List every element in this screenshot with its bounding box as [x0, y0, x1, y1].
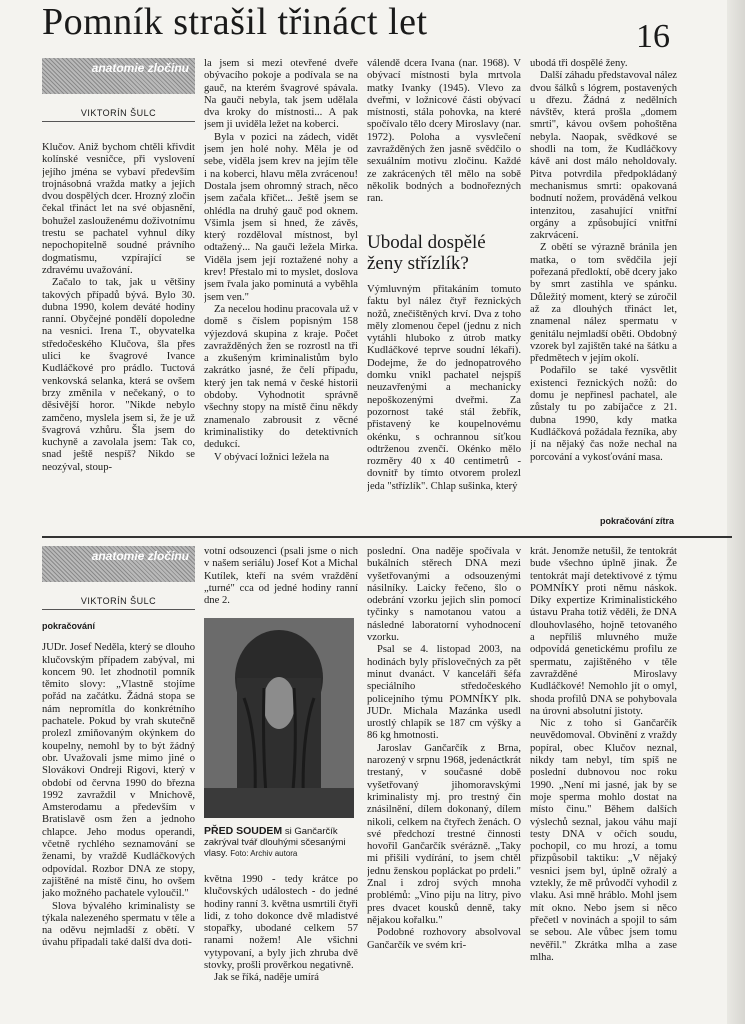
author-byline-top: VIKTORÍN ŠULC	[42, 108, 195, 122]
headline: Pomník strašil třináct let	[42, 1, 428, 43]
bottom-column-1	[42, 620, 195, 1022]
paragraph: Klučov. Aniž bychom chtěli křivdit kolínské vesničce, při vyslovení jejího jména se vybaví především trojnásobná vražda matky a jejích dvou dospělých dcer. Hrozný zločin čekal třináct let na své objasnění, bohužel zaslouženému doživotnímu trestu se pachatel vyhnul díky nepochopitelně soudné právního dogmatismu, vzpírající se zdravému uvažování.	[42, 142, 195, 276]
paragraph: Další záhadu představoval nález dvou šálků s lógrem, postavených u dřezu. Žádná z nedělních návštěv, která prošla „domem smrti", kávou ovšem pohoštěna nebyla. Naopak, svědkové se shodli na tom, že Kudláčkovy kávě ani dost málo neholdovaly. Pitva potvrdila předpokládaný mechanismus smrti: opakovaná bodnutí nožem, prováděná velkou intenzitou, zasahující vnitřní orgány a způsobující vnitřní zakrvácení.	[530, 70, 677, 242]
top-column-3b	[367, 284, 521, 532]
paragraph: Podobné rozhovory absolvoval Gančarčík ve svém kri-	[367, 927, 521, 951]
paragraph: ubodá tři dospělé ženy.	[530, 58, 628, 69]
paragraph: Za necelou hodinu pracovala už v domě s číslem popisným 158 výjezdová skupina z kraje. Počet zavražděných žen se rozrostl na tři a zkušeným kriminalistům bylo zakrátko jasné, že čelí případu, který jen tak nemá v české historii obdoby. Vyhodnotit správně všechny stopy na místě činu někdy znamenalo zabrousit z věcné kriminalistiky do detektivních dedukcí.	[204, 303, 358, 451]
top-column-3	[367, 58, 521, 228]
top-column-4	[530, 58, 677, 516]
rubric-badge-bottom: anatomie zločinu	[42, 546, 195, 582]
paragraph: Byla v pozici na zádech, vidět jsem jen holé nohy. Měla je od sebe, viděla jsem krev na jejím těle i na koberci, hlavu měla zvrácenou! Dostala jsem ohromný strach, něco jsem začala křičet... Ještě jsem se ohlédla na druhý gauč pod oknem. Všimla jsem si hned, že závěs, který rozděloval místnost, byl odtažený... Na gauči ležela Mirka. Viděla jsem její roztažené nohy a krev! Přestalo mi to myslet, doslova jsem řvala jako pominutá a vyběhla jsem ven."	[204, 131, 358, 303]
top-column-1	[42, 142, 195, 532]
paragraph: Jaroslav Gančarčík z Brna, narozený v srpnu 1968, jedenáctkrát trestaný, v současné době vyšetřovaný jihomoravskými kriminalisty mj. pro trestný čin znásilnění, dílem dokonaný, dílem nikoli, celkem na čtyřech ženách. O své předchozí trestné činnosti hovořil Gančarčík svérázně. „Taky mi přišili vydírání, to jsem chtěl jednu ženskou popláckat po prdeli." Znal i zdroj svých mnoha problémů: „Vino piju na litry, pivo pres dvacet kousků denně, taky nějakou kořalku."	[367, 742, 521, 926]
paragraph: Začalo to tak, jak u většiny takových případů bývá. Bylo 30. dubna 1990, kolem deváté hodiny ranní. Obyčejné pondělí dopoledne na vesnici. Irena T., obyvatelka středočeského Klučova, šla přes ulici ke švagrové Ivance Kudláčkové pro prádlo. Tuctová venkovská selanka, která se ovšem brzy změnila v nečekaný, o to děsivější horor. "Nikde nebylo zamčeno, myslela jsem si, že je už švagrová vzhůru. Šla jsem do kuchyně a zavolala jsem: Tak co, snad ještě nespíš? Nikdo se neozýval, stoup-	[42, 277, 195, 473]
bottom-column-3	[367, 546, 521, 1022]
continuation-label: pokračování	[42, 621, 96, 631]
paragraph: května 1990 - tedy krátce po klučovských událostech - do jedné hodiny ranní 3. května usmrtili čtyři lidi, z toho dokonce dvě mladistvé stopařky, ubodané celkem 57 ranami nožem! Ale všichni vytypovaní, a byly jich zhruba dvě stovky, prošli prověrkou negativně.	[204, 874, 358, 972]
bottom-column-2-bottom	[204, 874, 358, 1022]
bottom-column-2-top	[204, 546, 358, 610]
continued-tomorrow: pokračování zítra	[600, 516, 675, 526]
paragraph: Nic z toho si Gančarčík neuvědomoval. Obvinění z vraždy popíral, obec Klučov neznal, nikdy tam nebyl, tím spíš ne poslední dubnovou noc roku 1990. „Není mi jasné, jak by se moje sperma mohlo dostat na místo činu." Během dalších výslechů seznal, jakou váhu mají testy DNA v očích soudu, pochopil, co mu hrozí, a tomu přizpůsobil taktiku: „V nějaký vesnici jsem byl, úplně ožralý a vztekly, že mě průvodčí vyhodil z vlaku. Asi mně hráblo. Mohl jsem mít okno. Nebo jsem si něco přečetl v novinách a spojil to sám se sebou. Ale vůbec jsem tomu nevěřil." Zkrátka mlha a zase mlha.	[530, 718, 677, 963]
article-divider	[42, 536, 732, 538]
suspect-photo	[204, 618, 354, 818]
paragraph: poslední. Ona naděje spočívala v bukálních stěrech DNA mezi vyšetřovanými a odsouzenými násilníky. Laicky řečeno, šlo o odebrání vzorku jejich slin pomocí tyčinky s namotanou vatou a následné laboratorní vyhodnocení vzorku.	[367, 546, 521, 644]
paragraph: Z obětí se výrazně bránila jen matka, o tom svědčila její pořezaná předloktí, obě dcery jako by smrt zastihla ve spánku. Důležitý moment, který se zúročil až za dlouhých třináct let, znamenal nález spermatu v genitálu nejmladší oběti. Obdobný vzorek byl zajištěn také na šátku a předmětech v jejím okolí.	[530, 242, 677, 365]
paragraph: Psal se 4. listopad 2003, na hodinách byly příslovečných za pět minut dvanáct. V kanceláři šéfa speciálního středočeského policejního týmu POMNÍKY plk. JUDr. Michala Mazánka usedl urostlý chlapík se 187 cm výšky a 86 kg hmotnosti.	[367, 644, 521, 742]
photo-caption	[204, 826, 356, 859]
caption-heading: PŘED SOUDEM	[204, 825, 283, 837]
page-edge	[727, 0, 745, 1024]
subheadline: Ubodal dospělé ženy střízlík?	[367, 232, 486, 274]
paragraph: votní odsouzenci (psali jsme o nich v našem seriálu) Josef Kot a Michal Kutílek, kteří na svém vraždění „turné" cca od jedné hodiny ranní dne 2.	[204, 546, 358, 607]
paragraph: JUDr. Josef Neděla, který se dlouho klučovským případem zabýval, mi koncem 90. let zhodnotil pomník těmito slovy: „Vlastně stojíme pořád na začátku. Žádná stopa se nám nepromítla do konkrétního pachatele. Pokud by vrah skutečně prolezl zmiňovaným okýnkem do koupelny, nemohl by to být žádný obr. Uvažovali jsme mimo jiné o Slovákovi Ondreji Rigovi, který v období od června 1990 do března 1992 zavraždil v Mnichově, Amsterodamu a především v Bratislavě osm žen a jednoho chlapce. Jeho modus operandi, včetně rychlého seznamování se ženami, by vraždě Kudláčkových odpovídal. Rozbor DNA ze stopy, zajištěné na místě činu, ho ovšem jako možného pachatele vyloučil."	[42, 642, 195, 900]
paragraph: Výmluvným přitakáním tomuto faktu byl nález čtyř řeznických nožů, znečištěných krví. Dva z toho měly zlomenou čepel (jednu z nich vytáhli hluboko z útrob matky Kudláčkové teprve soudní lékaři). Dodejme, že do jednopatrového domku vnikl pachatel nejspíš neuzavřenými a mechanicky nepoškozenými dveřmi. Za pozornost také stál žebřík, přistavený ke koupelnovému okénku, s ochrannou síťkou odtrženou zvenčí. Okénko mělo rozměry 40 x 40 centimetrů - dovnitř by tímto otvorem prolezl jeda "střízlík". Chlap sušinka, který	[367, 284, 521, 492]
paragraph: V obývací ložnici ležela na	[214, 451, 330, 463]
top-column-2	[204, 58, 358, 532]
suspect-photo-illustration	[204, 618, 354, 818]
paragraph: la jsem si mezi otevřené dveře obývacího pokoje a podívala se na gauč, na kterém švagrové spávala. Na gauči nebyla, tak jsem udělala dva kroky do místnosti... A pak jsem ji uviděla ležet na koberci.	[204, 58, 358, 131]
author-byline-bottom: VIKTORÍN ŠULC	[42, 596, 195, 610]
photo-credit: Foto: Archiv autora	[230, 849, 298, 858]
paragraph: Jak se říká, naděje umírá	[214, 972, 320, 984]
paragraph: Podařilo se také vysvětlit existenci řeznických nožů: do domu je nepřinesl pachatel, ale zůstaly tu po zabíjačce z 21. dubna 1990, kdy matka Kudláčková požádala řezníka, aby jí na nějaký čas nože nechal na porcování a vykosťování masa.	[530, 365, 677, 463]
paragraph: Slova bývalého kriminalisty se týkala nalezeného spermatu v těle a na oděvu nejmladší z obětí. V úvahu připadali také další dva doti-	[42, 900, 195, 949]
page-number: 16	[636, 18, 670, 55]
bottom-column-4	[530, 546, 677, 1022]
paragraph: krát. Jenomže netušil, že tentokrát bude všechno úplně jinak. Že tentokrát mají detektivové z týmu POMNÍKY proti němu náskok. Díky expertize Kriminalistického ústavu Praha totiž věděli, že DNA dlouhovlasého, hojně tetovaného a nepříliš mluvného muže odpovídá genetickému profilu ze spermatu, zajištěného v těle zavražděné Miroslavy Kudláčkové! Nemohlo jít o omyl, shoda profilů DNA se pohybovala na úrovni absolutní jistoty.	[530, 546, 677, 717]
rubric-badge-top: anatomie zločinu	[42, 58, 195, 94]
caption-text: si Gančarčík zakrýval tvář dlouhými sčesanými vlasy.	[204, 826, 346, 859]
paragraph: válendě dcera Ivana (nar. 1968). V obývací místnosti byla mrtvola matky Ivanky (1945). Vlevo za dveřmi, v ložnicové části obývací místnosti, stála pohovka, na které spočívalo tělo dcery Miroslavy (nar. 1972). Poloha a vysvlečení zavražděných žen jasně svědčilo o sexuálním motivu zločinu. Každé ze zakrácených těl mělo na sobě několik bodných a bodnořezných ran.	[367, 58, 521, 205]
